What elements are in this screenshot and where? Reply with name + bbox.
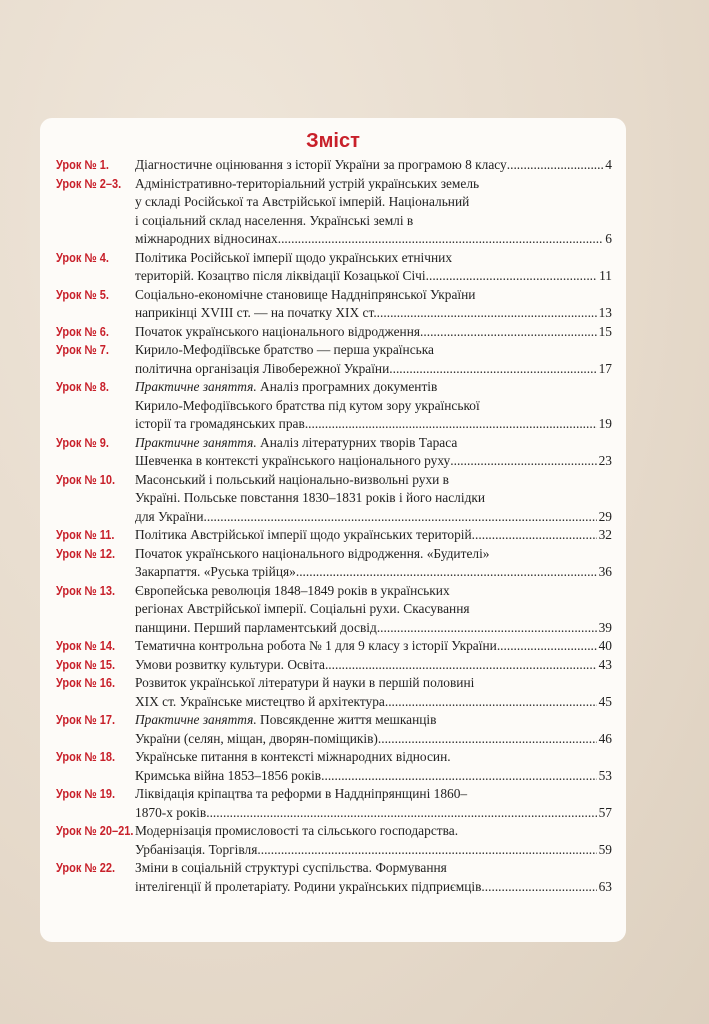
dot-leader	[378, 730, 597, 749]
dot-leader	[377, 619, 597, 638]
lesson-label: Урок № 8.	[56, 380, 109, 394]
toc-entry[interactable]	[40, 323, 626, 342]
entry-text-line: Початок українського національного відродження ..... 15	[135, 323, 612, 342]
toc-entry[interactable]	[40, 249, 626, 286]
toc-entry[interactable]	[40, 341, 626, 378]
entry-text-line: регіонах Австрійської імперії. Соціальні рухи. Скасування	[135, 601, 470, 616]
entry-text-line: Умови розвитку культури. Освіта ..... 43	[135, 656, 612, 675]
page-title: Зміст	[306, 130, 360, 152]
page-number: 53	[598, 767, 612, 783]
entry-text-line: Адміністративно-територіальний устрій українських земель	[135, 175, 480, 191]
entry-text-line: інтелігенції й пролетаріату. Родини українських підприємців ..... 63	[135, 878, 612, 897]
entry-text-line: Модернізація промисловості та сільського господарства.	[135, 823, 459, 838]
entry-text-line: Розвиток української літератури й науки в першій половині	[135, 675, 475, 690]
toc-entry[interactable]	[40, 656, 626, 675]
entry-text-line: Практичне заняття. Аналіз літературних творів Тараса	[135, 434, 458, 450]
entry-text-line: Масонський і польський національно-визвольні рухи в	[135, 471, 449, 487]
entry-text-line: Політика Австрійської імперії щодо українських територій ..... 32	[135, 526, 612, 545]
page-number: 6	[605, 231, 612, 246]
entry-text-line: Європейська революція 1848–1849 років в українських	[135, 582, 450, 598]
page-number: 19	[598, 416, 612, 431]
page-number: 39	[598, 619, 612, 635]
lesson-label: Урок № 20–21.	[56, 824, 134, 838]
entry-text-line: Практичне заняття. Повсякденне життя мешканців	[135, 712, 437, 727]
lesson-label: Урок № 4.	[56, 250, 109, 265]
page-number: 63	[598, 878, 612, 894]
lesson-label: Урок № 16.	[56, 676, 116, 690]
lesson-label: Урок № 17.	[56, 713, 116, 727]
entry-text-line: України (селян, міщан, дворян-поміщиків) ..... 46	[135, 730, 612, 749]
page-number: 36	[598, 564, 612, 579]
dot-leader	[206, 804, 596, 823]
lesson-label: Урок № 15.	[56, 657, 116, 672]
dot-leader	[257, 841, 596, 860]
entry-text-line: Соціально-економічне становище Наддніпрянської України	[135, 286, 476, 302]
entry-text-line: XIX ст. Українське мистецтво й архітектура ..... 45	[135, 693, 612, 712]
entry-text-line: історії та громадянських прав ..... 19	[135, 415, 612, 434]
entry-text-line: Практичне заняття. Аналіз програмних документів	[135, 379, 438, 394]
page-number: 43	[598, 656, 612, 672]
toc-entry[interactable]	[40, 378, 626, 434]
lesson-label: Урок № 9.	[56, 435, 109, 450]
toc-card	[40, 118, 626, 942]
entry-text-line: Україні. Польське повстання 1830–1831 років і його наслідки	[135, 490, 486, 505]
practical-lesson-marker: Практичне заняття.	[135, 712, 257, 727]
table-of-contents	[40, 156, 626, 896]
lesson-label: Урок № 22.	[56, 861, 116, 875]
page-number: 46	[598, 730, 612, 746]
lesson-label: Урок № 7.	[56, 343, 109, 357]
page-number: 17	[598, 360, 612, 376]
toc-entry[interactable]	[40, 175, 626, 249]
entry-text-line: міжнародних відносинах ..... 6	[135, 230, 612, 249]
toc-entry[interactable]	[40, 526, 626, 545]
entry-text-line: Українське питання в контексті міжнародних відносин.	[135, 749, 451, 764]
page-number: 45	[598, 693, 612, 709]
dot-leader	[305, 415, 597, 434]
lesson-label: Урок № 2–3.	[56, 176, 122, 191]
toc-entry[interactable]	[40, 582, 626, 638]
toc-entry[interactable]	[40, 711, 626, 748]
entry-text-line: Урбанізація. Торгівля ..... 59	[135, 841, 612, 860]
toc-entry[interactable]	[40, 859, 626, 896]
lesson-label: Урок № 6.	[56, 324, 109, 339]
dot-leader	[389, 360, 596, 379]
toc-entry[interactable]	[40, 674, 626, 711]
dot-leader	[377, 304, 597, 323]
entry-text-line: Політика Російської імперії щодо українських етнічних	[135, 249, 453, 265]
entry-text-line: у складі Російської та Австрійської імперій. Національний	[135, 194, 470, 209]
toc-entry[interactable]	[40, 545, 626, 582]
practical-lesson-marker: Практичне заняття.	[135, 434, 257, 450]
toc-entry[interactable]	[40, 637, 626, 656]
entry-text-line: панщини. Перший парламентський досвід ..... 39	[135, 619, 612, 638]
practical-lesson-marker: Практичне заняття.	[135, 379, 257, 394]
lesson-label: Урок № 5.	[56, 287, 109, 302]
dot-leader	[481, 878, 596, 897]
toc-entry[interactable]	[40, 156, 626, 175]
entry-text-line: Закарпаття. «Руська трійця» ..... 36	[135, 563, 612, 582]
dot-leader	[472, 526, 597, 545]
dot-leader	[385, 693, 597, 712]
entry-text-line: Діагностичне оцінювання з історії України за програмою 8 класу ..... 4	[135, 156, 612, 175]
page-number: 23	[598, 453, 612, 468]
lesson-label: Урок № 12.	[56, 546, 116, 561]
dot-leader	[497, 637, 597, 656]
lesson-label: Урок № 1.	[56, 158, 109, 172]
dot-leader	[296, 563, 597, 582]
entry-text-line: Кирило-Мефодіївського братства під кутом зору української	[135, 397, 480, 413]
dot-leader	[325, 656, 597, 675]
page-number: 40	[598, 638, 612, 653]
page-number: 59	[598, 841, 612, 857]
lesson-label: Урок № 11.	[56, 528, 115, 542]
entry-text-line: Початок українського національного відродження. «Будителі»	[135, 545, 490, 561]
entry-text-line: Зміни в соціальній структурі суспільства. Формування	[135, 860, 447, 875]
dot-leader	[278, 230, 604, 249]
toc-entry[interactable]	[40, 785, 626, 822]
entry-text-line: наприкінці XVIII ст. — на початку XIX ст. ..... 13	[135, 304, 612, 323]
entry-text-line: територій. Козацтво після ліквідації Козацької Січі ..... 11	[135, 267, 612, 286]
entry-text-line: 1870-х років ..... 57	[135, 804, 612, 823]
dot-leader	[507, 156, 604, 175]
entry-text-line: Кримська війна 1853–1856 років ..... 53	[135, 767, 612, 786]
lesson-label: Урок № 13.	[56, 583, 116, 598]
dot-leader	[204, 508, 597, 527]
entry-text-line: і соціальний склад населення. Українські землі в	[135, 212, 414, 228]
entry-text-line: для України ..... 29	[135, 508, 612, 527]
page-number: 11	[599, 268, 612, 283]
toc-entry[interactable]	[40, 471, 626, 527]
toc-entry[interactable]	[40, 822, 626, 859]
entry-text-line: Кирило-Мефодіївське братство — перша українська	[135, 342, 434, 357]
lesson-label: Урок № 14.	[56, 639, 116, 653]
entry-text-line: Шевченка в контексті українського національного руху ..... 23	[135, 452, 612, 471]
dot-leader	[321, 767, 596, 786]
toc-entry[interactable]	[40, 434, 626, 471]
page-number: 32	[598, 527, 612, 542]
entry-text-line: Ліквідація кріпацтва та реформи в Наддніпрянщині 1860–	[135, 786, 468, 801]
page-number: 13	[598, 305, 612, 320]
page-number: 4	[605, 157, 612, 172]
page-number: 29	[598, 508, 612, 524]
lesson-label: Урок № 10.	[56, 472, 116, 487]
dot-leader	[450, 452, 596, 471]
page-number: 57	[598, 804, 612, 820]
toc-entry[interactable]	[40, 286, 626, 323]
entry-text-line: політична організація Лівобережної України ..... 17	[135, 360, 612, 379]
dot-leader	[426, 267, 597, 286]
lesson-label: Урок № 19.	[56, 787, 116, 801]
lesson-label: Урок № 18.	[56, 750, 116, 764]
page-number: 15	[598, 323, 612, 339]
entry-text-line: Тематична контрольна робота № 1 для 9 класу з історії України ..... 40	[135, 637, 612, 656]
dot-leader	[420, 323, 597, 342]
toc-entry[interactable]	[40, 748, 626, 785]
